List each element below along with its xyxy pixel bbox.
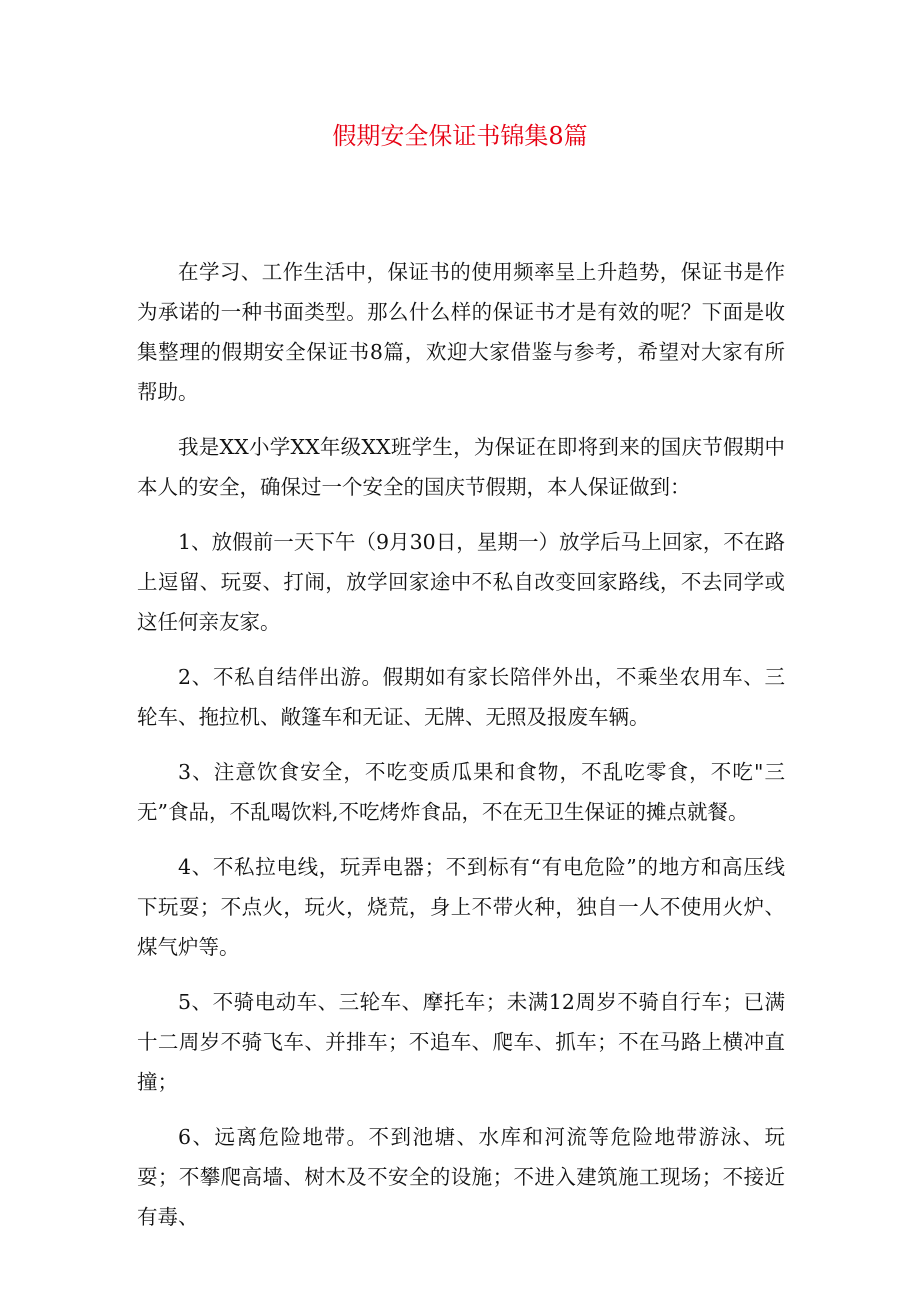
paragraph-item-6: 6、远离危险地带。不到池塘、水库和河流等危险地带游泳、玩耍；不攀爬高墙、树木及不安全的设施；不进入建筑施工现场；不接近有毒、 [137, 1125, 785, 1229]
document-body [137, 252, 785, 1252]
document-title: 假期安全保证书锦集8篇 [332, 122, 588, 150]
paragraph-intro: 在学习、工作生活中，保证书的使用频率呈上升趋势，保证书是作为承诺的一种书面类型。那么什么样的保证书才是有效的呢？下面是收集整理的假期安全保证书8篇，欢迎大家借鉴与参考，希望对大家有所帮助。 [137, 260, 785, 404]
paragraph-item-2: 2、不私自结伴出游。假期如有家长陪伴外出，不乘坐农用车、三轮车、拖拉机、敞篷车和无证、无牌、无照及报废车辆。 [137, 665, 785, 729]
paragraph-pledge-opening: 我是XX小学XX年级XX班学生，为保证在即将到来的国庆节假期中本人的安全，确保过一个安全的国庆节假期，本人保证做到： [137, 435, 785, 499]
paragraph-item-4: 4、不私拉电线，玩弄电器；不到标有“有电危险”的地方和高压线下玩耍；不点火，玩火，烧荒，身上不带火种，独自一人不使用火炉、煤气炉等。 [137, 855, 785, 959]
paragraph-item-3: 3、注意饮食安全，不吃变质瓜果和食物，不乱吃零食，不吃"三无”食品，不乱喝饮料,不吃烤炸食品，不在无卫生保证的摊点就餐。 [137, 760, 785, 824]
paragraph-item-1: 1、放假前一天下午（9月30日，星期一）放学后马上回家，不在路上逗留、玩耍、打闹，放学回家途中不私自改变回家路线，不去同学或这任何亲友家。 [137, 530, 785, 634]
paragraph-item-5: 5、不骑电动车、三轮车、摩托车；未满12周岁不骑自行车；已满十二周岁不骑飞车、并排车；不追车、爬车、抓车；不在马路上横冲直撞； [137, 990, 785, 1094]
